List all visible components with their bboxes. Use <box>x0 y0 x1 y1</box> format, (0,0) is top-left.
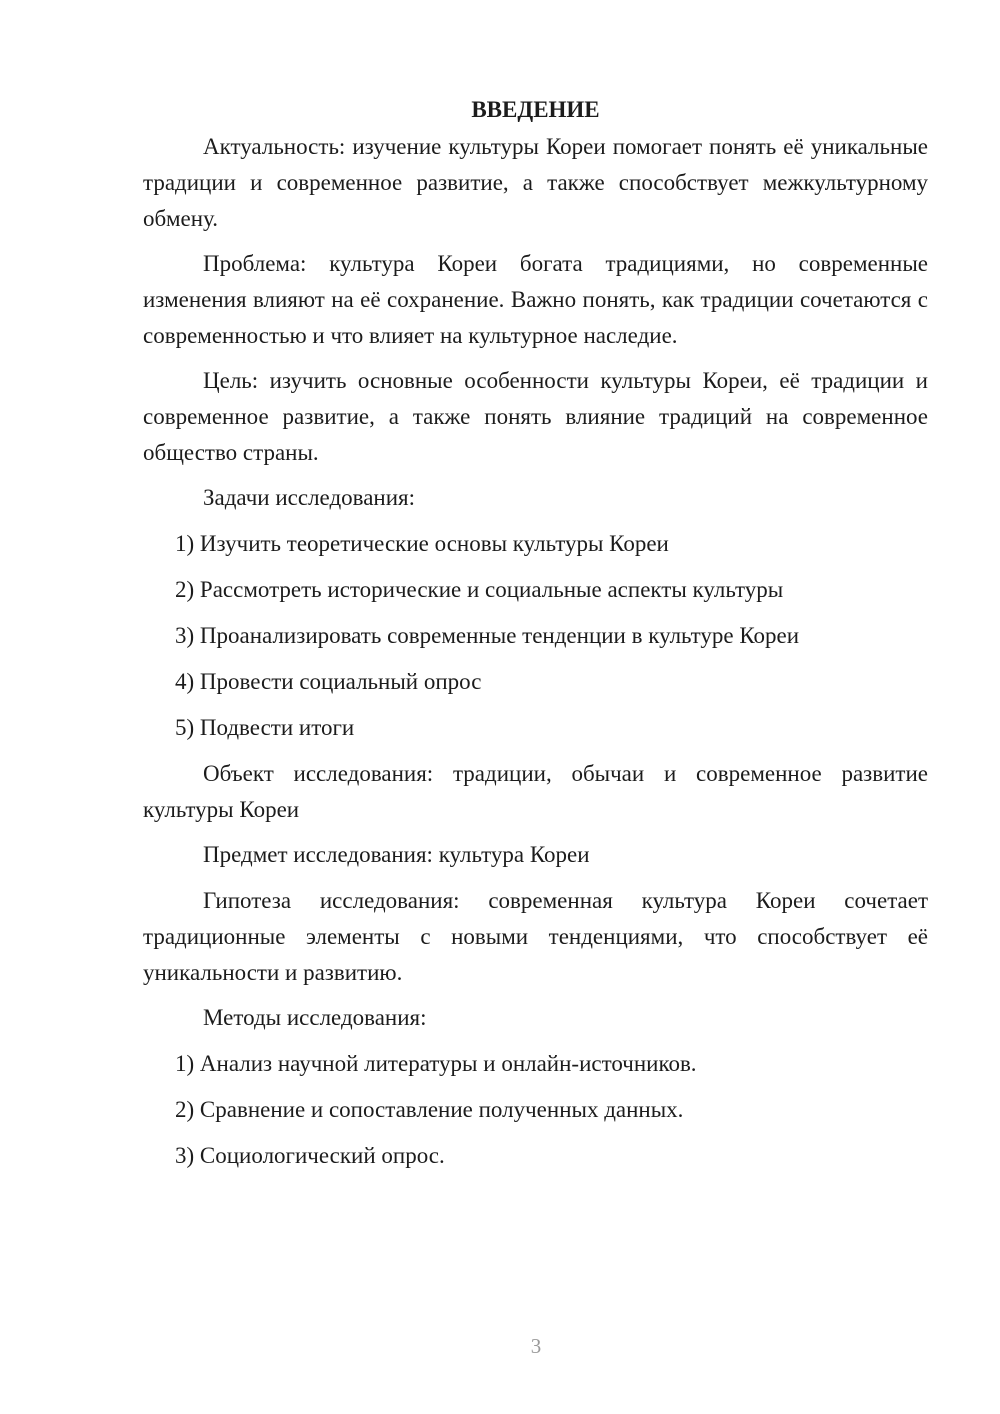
relevance-paragraph: Актуальность: изучение культуры Кореи помогает понять её уникальные традиции и современное развитие, а также способствует межкультурному обмену. <box>143 134 928 231</box>
page-number: 3 <box>530 1334 542 1358</box>
list-item: 1) Изучить теоретические основы культуры Кореи <box>175 531 669 556</box>
problem-paragraph: Проблема: культура Кореи богата традициями, но современные изменения влияют на её сохранение. Важно понять, как традиции сочетаются с современностью и что влияет на культурное наследие. <box>143 251 928 348</box>
list-item: 3) Социологический опрос. <box>175 1143 445 1168</box>
tasks-list <box>143 526 928 746</box>
list-item: 2) Рассмотреть исторические и социальные аспекты культуры <box>175 577 784 602</box>
object-paragraph: Объект исследования: традиции, обычаи и современное развитие культуры Кореи <box>143 761 928 822</box>
list-item: 1) Анализ научной литературы и онлайн-источников. <box>175 1051 697 1076</box>
subject-paragraph: Предмет исследования: культура Кореи <box>203 842 590 867</box>
goal-paragraph: Цель: изучить основные особенности культуры Кореи, её традиции и современное развитие, а также понять влияние традиций на современное общество страны. <box>143 368 928 465</box>
document-page <box>143 92 928 1184</box>
list-item: 4) Провести социальный опрос <box>175 669 482 694</box>
page-title: ВВЕДЕНИЕ <box>471 97 600 122</box>
methods-heading: Методы исследования: <box>203 1005 427 1030</box>
methods-list <box>143 1046 928 1174</box>
list-item: 3) Проанализировать современные тенденции в культуре Кореи <box>175 623 800 648</box>
list-item: 5) Подвести итоги <box>175 715 355 740</box>
hypothesis-paragraph: Гипотеза исследования: современная культура Кореи сочетает традиционные элементы с новыми тенденциями, что способствует её уникальности и развитию. <box>143 888 928 985</box>
list-item: 2) Сравнение и сопоставление полученных данных. <box>175 1097 684 1122</box>
tasks-heading: Задачи исследования: <box>203 485 416 510</box>
